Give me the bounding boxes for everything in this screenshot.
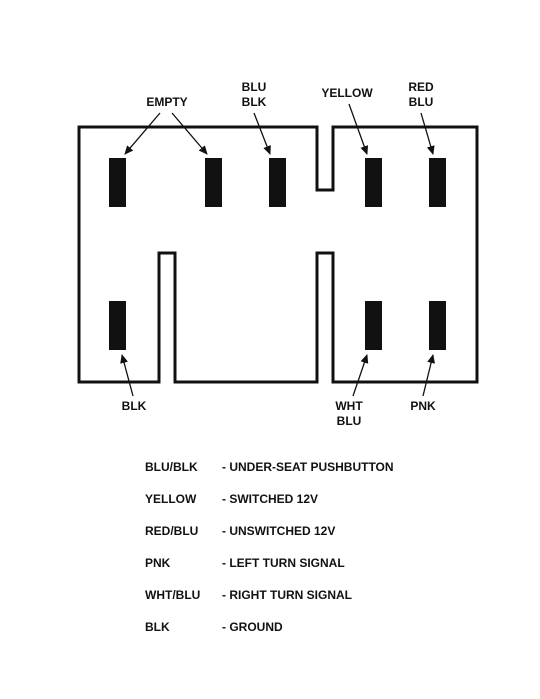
label-red-blu-line1: RED xyxy=(408,80,434,94)
legend-code: BLK xyxy=(145,620,170,634)
label-blu-blk-line2: BLK xyxy=(241,95,267,109)
legend-code: PNK xyxy=(145,556,171,570)
arrow-yellow xyxy=(349,104,367,154)
legend-desc: - LEFT TURN SIGNAL xyxy=(222,556,345,570)
pin-top-5 xyxy=(429,158,446,207)
label-yellow: YELLOW xyxy=(321,86,373,100)
arrow-red-blu xyxy=(421,113,433,154)
arrow-wht-blu xyxy=(353,355,367,396)
pin-top-2 xyxy=(205,158,222,207)
legend-desc: - SWITCHED 12V xyxy=(222,492,319,506)
legend-desc: - GROUND xyxy=(222,620,283,634)
pin-top-3 xyxy=(269,158,286,207)
arrow-empty-left xyxy=(125,113,160,154)
label-wht-blu-line1: WHT xyxy=(335,399,363,413)
pin-top-4 xyxy=(365,158,382,207)
arrow-empty-right xyxy=(172,113,207,154)
label-blu-blk-line1: BLU xyxy=(241,80,267,94)
label-wht-blu-line2: BLU xyxy=(336,414,362,428)
legend-desc: - UNSWITCHED 12V xyxy=(222,524,336,538)
legend-desc: - UNDER-SEAT PUSHBUTTON xyxy=(222,460,394,474)
label-pnk: PNK xyxy=(410,399,436,413)
pin-bottom-2 xyxy=(365,301,382,350)
legend-code: WHT/BLU xyxy=(145,588,201,602)
legend-code: YELLOW xyxy=(145,492,197,506)
arrow-blu-blk xyxy=(254,113,270,154)
legend-code: RED/BLU xyxy=(145,524,199,538)
pin-top-1 xyxy=(109,158,126,207)
pin-bottom-1 xyxy=(109,301,126,350)
legend-code: BLU/BLK xyxy=(145,460,198,474)
pin-bottom-3 xyxy=(429,301,446,350)
label-red-blu-line2: BLU xyxy=(408,95,434,109)
arrow-blk xyxy=(122,355,133,396)
label-blk: BLK xyxy=(121,399,147,413)
label-empty: EMPTY xyxy=(146,95,188,109)
arrow-pnk xyxy=(423,355,433,396)
legend-desc: - RIGHT TURN SIGNAL xyxy=(222,588,352,602)
